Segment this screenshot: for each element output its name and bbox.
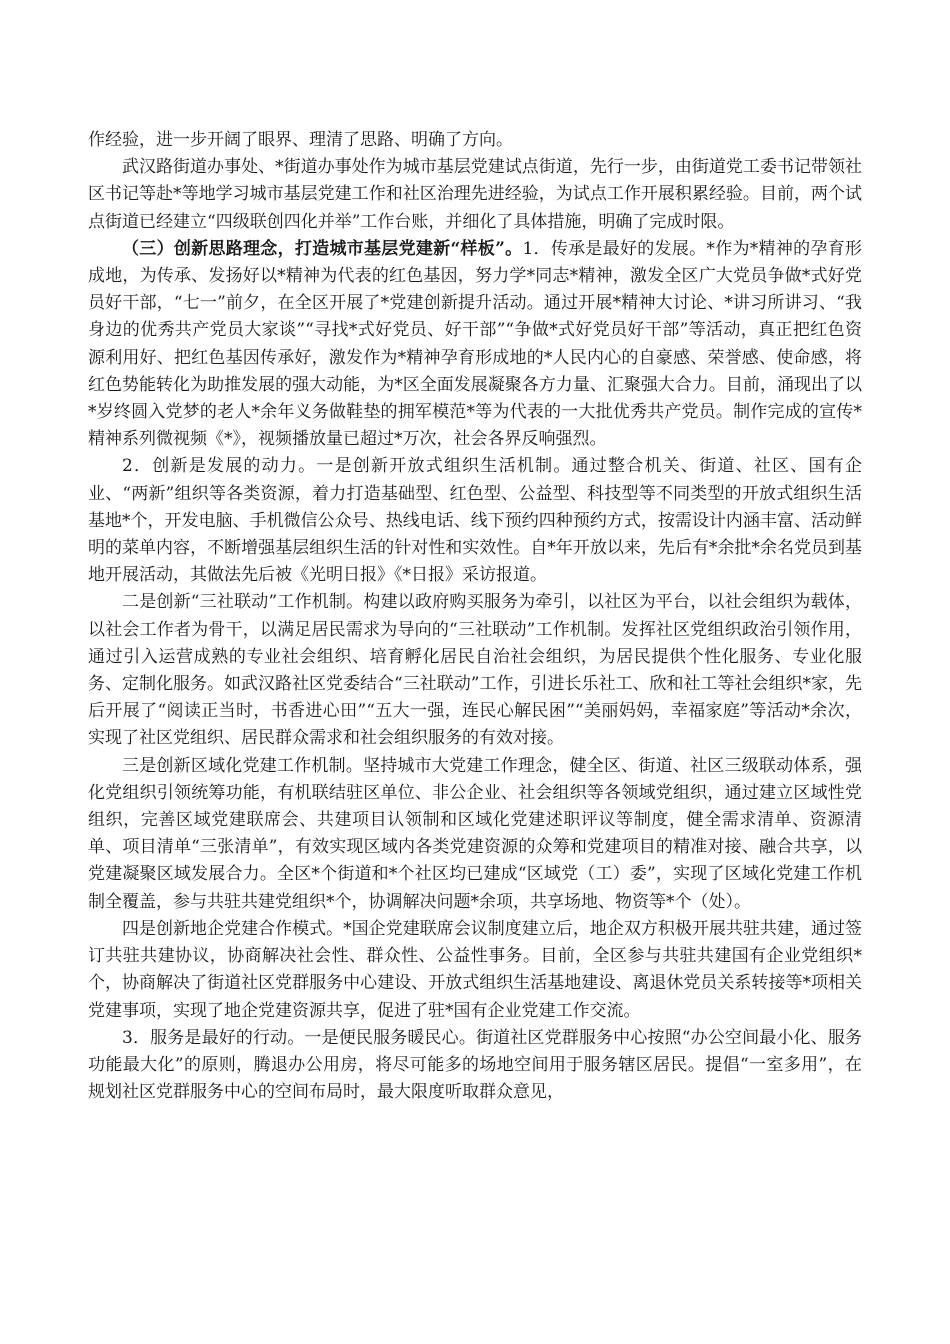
paragraph-innovation: 2．创新是发展的动力。一是创新开放式组织生活机制。通过整合机关、街道、社区、国有企业、“两新”组织等各类资源，着力打造基础型、红色型、公益型、科技型等不同类型的开放式组织生活基地*个，开发电脑、手机微信公众号、热线电话、线下预约四种预约方式，按需设计内涵丰富、活动鲜明的菜单内容，不断增强基层组织生活的针对性和实效性。自*年开放以来，先后有*余批*余名党员到基地开展活动，其做法先后被《光明日报》《*日报》采访报道。 [88,456,862,586]
section-heading: （三）创新思路理念，打造城市基层党建新“样板”。 [122,238,523,259]
section-body: 1．传承是最好的发展。*作为*精神的孕育形成地，为传承、发扬好以*精神为代表的红色基因，努力学*同志*精神，激发全区广大党员争做*式好党员好干部，“七一”前夕，在全区开展了*党建创新提升活动。通过开展*精神大讨论、*讲习所讲习、“我身边的优秀共产党员大家谈”“寻找*式好党员、好干部”“争做*式好党员好干部”等活动，真正把红色资源利用好、把红色基因传承好，激发作为*精神孕育形成地的*人民内心的自豪感、荣誉感、使命感，将红色势能转化为助推发展的强大动能，为*区全面发展凝聚各方力量、汇聚强大合力。目前，涌现出了以*岁终圆入党梦的老人*余年义务做鞋垫的拥军模范*等为代表的一大批优秀共产党员。制作完成的宣传*精神系列微视频《*》，视频播放量已超过*万次，社会各界反响强烈。 [88,238,862,450]
paragraph-regional-party-building: 三是创新区域化党建工作机制。坚持城市大党建工作理念，健全区、街道、社区三级联动体系，强化党组织引领统筹功能，有机联结驻区单位、非公企业、社会组织等各领域党组织，通过建立区域性党组织，完善区域党建联席会、共建项目认领制和区域化党建述职评议等制度，健全需求清单、资源清单、项目清单“三张清单”，有效实现区域内各类党建资源的众筹和党建项目的精准对接、融合共享，以党建凝聚区域发展合力。全区*个街道和*个社区均已建成“区域党（工）委”，实现了区域化党建工作机制全覆盖，参与共驻共建党组织*个，协调解决问题*余项，共享场地、物资等*个（处）。 [88,755,862,912]
paragraph-continuation: 作经验，进一步开阔了眼界、理清了思路、明确了方向。 [88,130,513,150]
paragraph-section-three [88,236,862,454]
paragraph-pilot-streets: 武汉路街道办事处、*街道办事处作为城市基层党建试点街道，先行一步，由街道党工委书记带领社区书记等赴*等地学习城市基层党建工作和社区治理先进经验，为试点工作开展积累经验。目前，两个试点街道已经建立“四级联创四化并举”工作台账，并细化了具体措施，明确了完成时限。 [88,157,862,232]
paragraph-three-social-linkage: 二是创新“三社联动”工作机制。构建以政府购买服务为牵引，以社区为平台，以社会组织为载体，以社会工作者为骨干，以满足居民需求为导向的“三社联动”工作机制。发挥社区党组织政治引领作用，通过引入运营成熟的专业社会组织、培育孵化居民自治社会组织，为居民提供个性化服务、专业化服务、定制化服务。如武汉路社区党委结合“三社联动”工作，引进长乐社工、欣和社工等社会组织*家，先后开展了“阅读正当时，书香进心田”“五大一强，连民心解民困”“美丽妈妈，幸福家庭”等活动*余次，实现了社区党组织、居民群众需求和社会组织服务的有效对接。 [88,592,862,749]
paragraph-local-enterprise-cooperation: 四是创新地企党建合作模式。*国企党建联席会议制度建立后，地企双方积极开展共驻共建，通过签订共驻共建协议，协商解决社会性、群众性、公益性事务。目前，全区参与共驻共建国有企业党组织*个，协商解决了街道社区党群服务中心建设、开放式组织生活基地建设、离退休党员关系转接等*项相关党建事项，实现了地企党建资源共享，促进了驻*国有企业党建工作交流。 [88,918,862,1021]
paragraph-service: 3．服务是最好的行动。一是便民服务暖民心。街道社区党群服务中心按照“办公空间最小化、服务功能最大化”的原则，腾退办公用房，将尽可能多的场地空间用于服务辖区居民。提倡“一室多用”，在规划社区党群服务中心的空间布局时，最大限度听取群众意见， [88,1027,862,1103]
